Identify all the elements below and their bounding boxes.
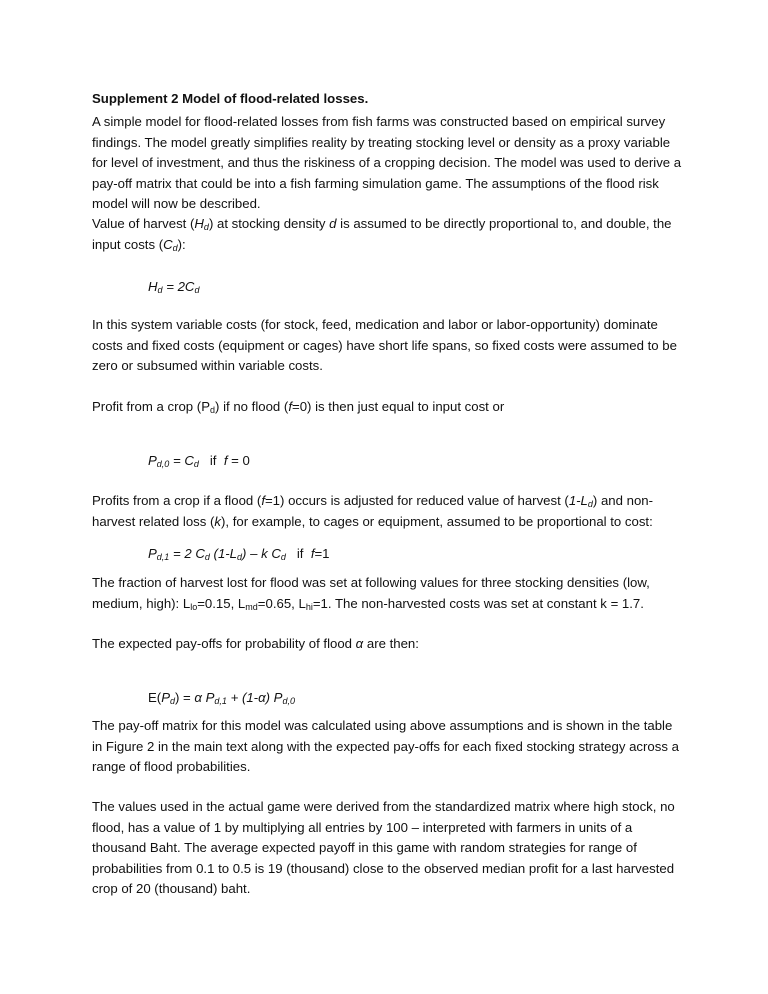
equation-harvest: $H_d = 2C_d$ <box>148 279 200 295</box>
paragraph-game-values: The values used in the actual game were derived from the standardized matrix where high stock, no flood, has a value of 1 by multiplying all entries by 100 – interpreted with farmers in units of a thousand Baht. The average expected payoff in this game with random strategies for range of probabilities from 0.1 to 0.5 is 19 (thousand) close to the observed median profit for a last harvested crop of 20 (thousand) baht. <box>92 799 675 896</box>
paragraph-intro: A simple model for flood-related losses from fish farms was constructed based on empirical survey findings. The model greatly simplifies reality by treating stocking level or density as a proxy variable for level of investment, and thus the riskiness of a cropping decision. The model was used to derive a pay-off matrix that could be into a fish farming simulation game. The assumptions of the flood risk model will now be described. <box>92 114 682 211</box>
equation-expected-payoff: $E(P_d) = \alpha$ $P_{d,1} + (1-\alpha)$ $P_{d,0}$ <box>148 690 295 706</box>
paragraph-harvest-value: Value of harvest $(H_d)$ at stocking density d is assumed to be directly proportional to, and double, the input costs $(C_d)$: <box>92 216 672 253</box>
section-heading: Supplement 2 Model of flood-related losses. <box>92 91 369 106</box>
paragraph-payoff-matrix: The pay-off matrix for this model was calculated using above assumptions and is shown in the table in Figure 2 in the main text along with the expected pay-offs for each fixed stocking strategy across a range of flood probabilities. <box>92 718 679 774</box>
paragraph-expected-payoffs: The expected pay-offs for probability of flood α are then: <box>92 636 419 651</box>
paragraph-loss-fractions: The fraction of harvest lost for flood was set at following values for three stocking densities (low, medium, high): $L_{lo}=0.15$, $L_{md}=0.65$, $L_{hi}=1$. The non-harvested costs was set at constant k = 1.7. <box>92 575 650 612</box>
equation-profit-flood: $P_{d,1} = 2$ $C_d$ $(1-L_d)$ – k $C_d$ if f=1 <box>148 546 330 562</box>
paragraph-profit-flood: Profits from a crop if a flood (f=1) occurs is adjusted for reduced value of harvest $(1-L_d)$ and non-harvest related loss (k), for example, to cages or equipment, assumed to be proportional to cost: <box>92 493 654 529</box>
paragraph-profit-no-flood: Profit from a crop $(P_d)$ if no flood (f=0) is then just equal to input cost or <box>92 399 505 415</box>
equation-profit-no-flood: $P_{d,0} = C_d$ if f = 0 <box>148 453 250 469</box>
paragraph-costs: In this system variable costs (for stock, feed, medication and labor or labor-opportunity) dominate costs and fixed costs (equipment or cages) have short life spans, so fixed costs were assumed to be zero or subsumed within variable costs. <box>92 317 677 373</box>
